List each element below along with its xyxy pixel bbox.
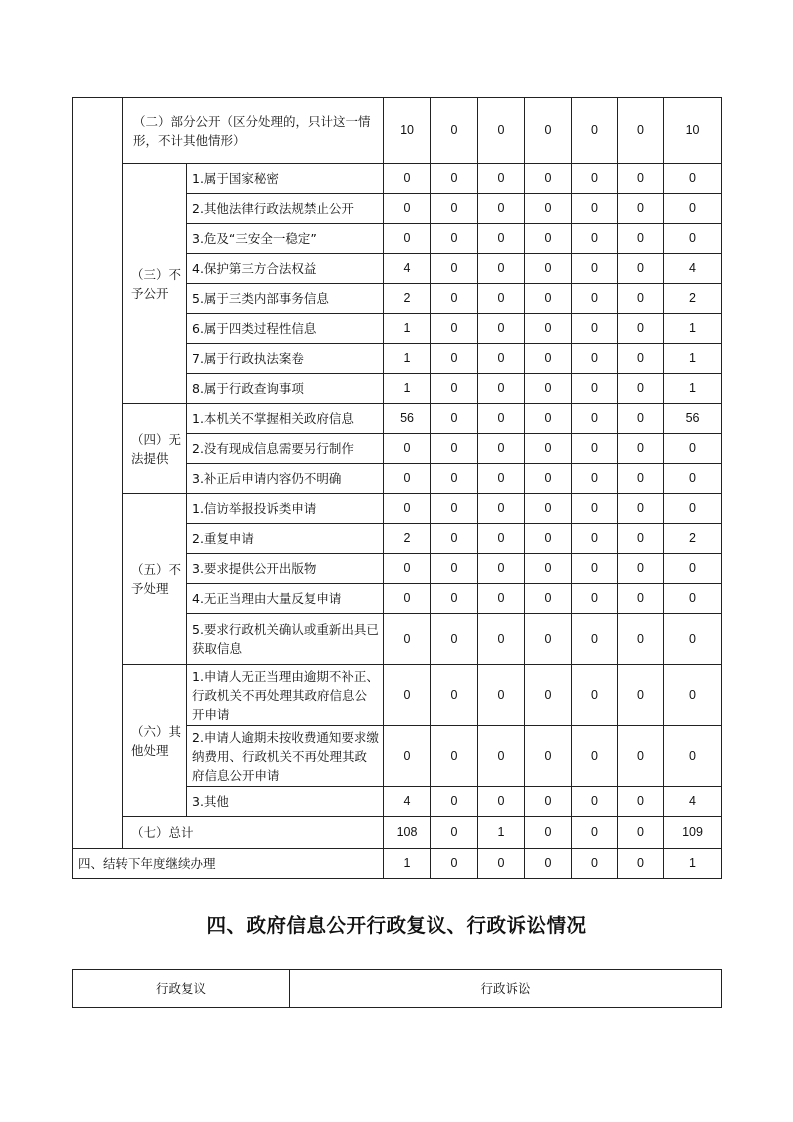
value-cell: 0 [384,494,431,524]
value-cell: 0 [618,817,664,849]
value-cell: 0 [431,284,478,314]
value-cell: 0 [618,464,664,494]
review-litigation-table [72,969,722,1008]
value-cell: 0 [431,224,478,254]
value-cell: 0 [478,584,525,614]
value-cell: 0 [572,404,618,434]
value-cell: 4 [384,254,431,284]
value-cell: 0 [478,98,525,164]
value-cell: 0 [478,404,525,434]
value-cell: 0 [572,434,618,464]
value-cell: 0 [478,344,525,374]
row-label: 8.属于行政查询事项 [187,374,384,404]
value-cell: 0 [478,464,525,494]
value-cell: 0 [572,374,618,404]
value-cell: 0 [664,584,722,614]
value-cell: 1 [664,849,722,879]
value-cell: 0 [384,464,431,494]
value-cell: 0 [478,614,525,665]
value-cell: 0 [572,665,618,726]
value-cell: 0 [431,584,478,614]
value-cell: 0 [525,817,572,849]
value-cell: 0 [572,494,618,524]
value-cell: 0 [618,404,664,434]
value-cell: 0 [525,494,572,524]
value-cell: 0 [525,464,572,494]
value-cell: 0 [618,849,664,879]
value-cell: 0 [618,224,664,254]
table-row [73,164,722,194]
value-cell: 0 [478,374,525,404]
row-label: 1.信访举报投诉类申请 [187,494,384,524]
value-cell: 0 [618,434,664,464]
value-cell: 0 [618,344,664,374]
value-cell: 109 [664,817,722,849]
value-cell: 0 [618,787,664,817]
row-label: 7.属于行政执法案卷 [187,344,384,374]
value-cell: 0 [478,284,525,314]
value-cell: 0 [525,524,572,554]
value-cell: 0 [618,554,664,584]
value-cell: 0 [572,849,618,879]
row-label: 3.要求提供公开出版物 [187,554,384,584]
value-cell: 56 [664,404,722,434]
value-cell: 0 [525,224,572,254]
value-cell: 0 [431,194,478,224]
row-label: 6.属于四类过程性信息 [187,314,384,344]
value-cell: 0 [572,787,618,817]
value-cell: 0 [478,314,525,344]
value-cell: 0 [664,494,722,524]
value-cell: 2 [664,524,722,554]
value-cell: 0 [478,194,525,224]
value-cell: 0 [431,464,478,494]
value-cell: 0 [572,224,618,254]
value-cell: 0 [478,554,525,584]
value-cell: 0 [478,164,525,194]
value-cell: 0 [664,464,722,494]
value-cell: 2 [664,284,722,314]
value-cell: 0 [431,98,478,164]
group-label: （六）其他处理 [123,665,187,817]
value-cell: 1 [384,344,431,374]
row-label: 5.要求行政机关确认或重新出具已获取信息 [187,614,384,665]
value-cell: 0 [478,434,525,464]
value-cell: 0 [478,849,525,879]
row-label: 4.保护第三方合法权益 [187,254,384,284]
group-label: （四）无法提供 [123,404,187,494]
value-cell: 0 [572,344,618,374]
value-cell: 0 [572,314,618,344]
value-cell: 0 [572,98,618,164]
value-cell: 10 [384,98,431,164]
row-label: 1.申请人无正当理由逾期不补正、行政机关不再处理其政府信息公开申请 [187,665,384,726]
value-cell: 0 [478,726,525,787]
value-cell: 1 [384,849,431,879]
value-cell: 0 [572,524,618,554]
row-label: 2.重复申请 [187,524,384,554]
header-administrative-review: 行政复议 [73,970,290,1008]
value-cell: 10 [664,98,722,164]
value-cell: 0 [664,665,722,726]
value-cell: 0 [431,726,478,787]
value-cell: 0 [572,584,618,614]
value-cell: 0 [572,726,618,787]
value-cell: 1 [384,314,431,344]
value-cell: 0 [431,849,478,879]
value-cell: 0 [431,344,478,374]
value-cell: 0 [618,665,664,726]
value-cell: 2 [384,284,431,314]
value-cell: 0 [618,254,664,284]
row-label: 2.没有现成信息需要另行制作 [187,434,384,464]
value-cell: 0 [525,164,572,194]
value-cell: 0 [431,164,478,194]
left-border-cell [73,98,123,849]
group-label: （三）不予公开 [123,164,187,404]
value-cell: 0 [525,404,572,434]
value-cell: 0 [664,726,722,787]
value-cell: 1 [664,314,722,344]
value-cell: 0 [384,614,431,665]
value-cell: 0 [525,584,572,614]
statistics-table [72,97,722,879]
value-cell: 0 [618,374,664,404]
value-cell: 0 [664,434,722,464]
value-cell: 0 [525,787,572,817]
partial-disclosure-label: （二）部分公开（区分处理的，只计这一情形，不计其他情形） [123,98,384,164]
value-cell: 0 [431,494,478,524]
table-row [73,494,722,524]
value-cell: 0 [618,726,664,787]
value-cell: 0 [618,164,664,194]
value-cell: 0 [525,374,572,404]
value-cell: 0 [384,224,431,254]
value-cell: 0 [572,194,618,224]
value-cell: 108 [384,817,431,849]
value-cell: 0 [431,404,478,434]
value-cell: 0 [618,614,664,665]
value-cell: 0 [525,98,572,164]
row-label: 5.属于三类内部事务信息 [187,284,384,314]
value-cell: 0 [384,665,431,726]
value-cell: 0 [572,464,618,494]
section-four-title: 四、政府信息公开行政复议、行政诉讼情况 [206,914,587,937]
value-cell: 0 [478,494,525,524]
row-label: 4.无正当理由大量反复申请 [187,584,384,614]
value-cell: 0 [478,224,525,254]
value-cell: 0 [525,614,572,665]
value-cell: 1 [384,374,431,404]
table-row [73,98,722,164]
value-cell: 0 [431,524,478,554]
table-row [73,404,722,434]
row-label: 2.其他法律行政法规禁止公开 [187,194,384,224]
value-cell: 0 [431,665,478,726]
carryover-label: 四、结转下年度继续办理 [73,849,384,879]
value-cell: 0 [618,314,664,344]
value-cell: 0 [384,194,431,224]
value-cell: 0 [384,584,431,614]
value-cell: 0 [525,314,572,344]
value-cell: 0 [525,194,572,224]
value-cell: 0 [431,817,478,849]
row-label: 3.补正后申请内容仍不明确 [187,464,384,494]
value-cell: 0 [431,787,478,817]
value-cell: 0 [618,284,664,314]
value-cell: 0 [431,614,478,665]
value-cell: 0 [431,374,478,404]
value-cell: 0 [384,726,431,787]
value-cell: 0 [572,254,618,284]
group-label: （五）不予处理 [123,494,187,665]
value-cell: 0 [572,614,618,665]
total-label: （七）总计 [123,817,384,849]
value-cell: 0 [664,224,722,254]
value-cell: 0 [478,787,525,817]
row-label: 1.本机关不掌握相关政府信息 [187,404,384,434]
table-row [73,817,722,849]
value-cell: 0 [525,726,572,787]
value-cell: 0 [384,434,431,464]
value-cell: 0 [525,434,572,464]
value-cell: 2 [384,524,431,554]
row-label: 2.申请人逾期未按收费通知要求缴纳费用、行政机关不再处理其政府信息公开申请 [187,726,384,787]
value-cell: 0 [525,665,572,726]
table-row [73,665,722,726]
value-cell: 4 [384,787,431,817]
value-cell: 0 [478,524,525,554]
value-cell: 0 [618,584,664,614]
row-label: 1.属于国家秘密 [187,164,384,194]
value-cell: 0 [618,494,664,524]
value-cell: 1 [664,344,722,374]
value-cell: 1 [478,817,525,849]
header-administrative-litigation: 行政诉讼 [290,970,722,1008]
table-row [73,849,722,879]
value-cell: 0 [478,665,525,726]
value-cell: 0 [664,614,722,665]
value-cell: 0 [431,254,478,284]
value-cell: 0 [384,164,431,194]
value-cell: 0 [525,254,572,284]
value-cell: 0 [664,194,722,224]
value-cell: 0 [478,254,525,284]
value-cell: 0 [572,554,618,584]
value-cell: 0 [664,554,722,584]
value-cell: 56 [384,404,431,434]
value-cell: 0 [572,284,618,314]
value-cell: 0 [618,98,664,164]
value-cell: 0 [431,314,478,344]
row-label: 3.其他 [187,787,384,817]
value-cell: 1 [664,374,722,404]
value-cell: 4 [664,254,722,284]
value-cell: 4 [664,787,722,817]
table-body [73,98,722,879]
value-cell: 0 [525,344,572,374]
value-cell: 0 [384,554,431,584]
value-cell: 0 [618,524,664,554]
value-cell: 0 [664,164,722,194]
value-cell: 0 [431,554,478,584]
value-cell: 0 [618,194,664,224]
value-cell: 0 [431,434,478,464]
value-cell: 0 [525,849,572,879]
value-cell: 0 [525,554,572,584]
value-cell: 0 [572,164,618,194]
value-cell: 0 [572,817,618,849]
row-label: 3.危及“三安全一稳定” [187,224,384,254]
value-cell: 0 [525,284,572,314]
